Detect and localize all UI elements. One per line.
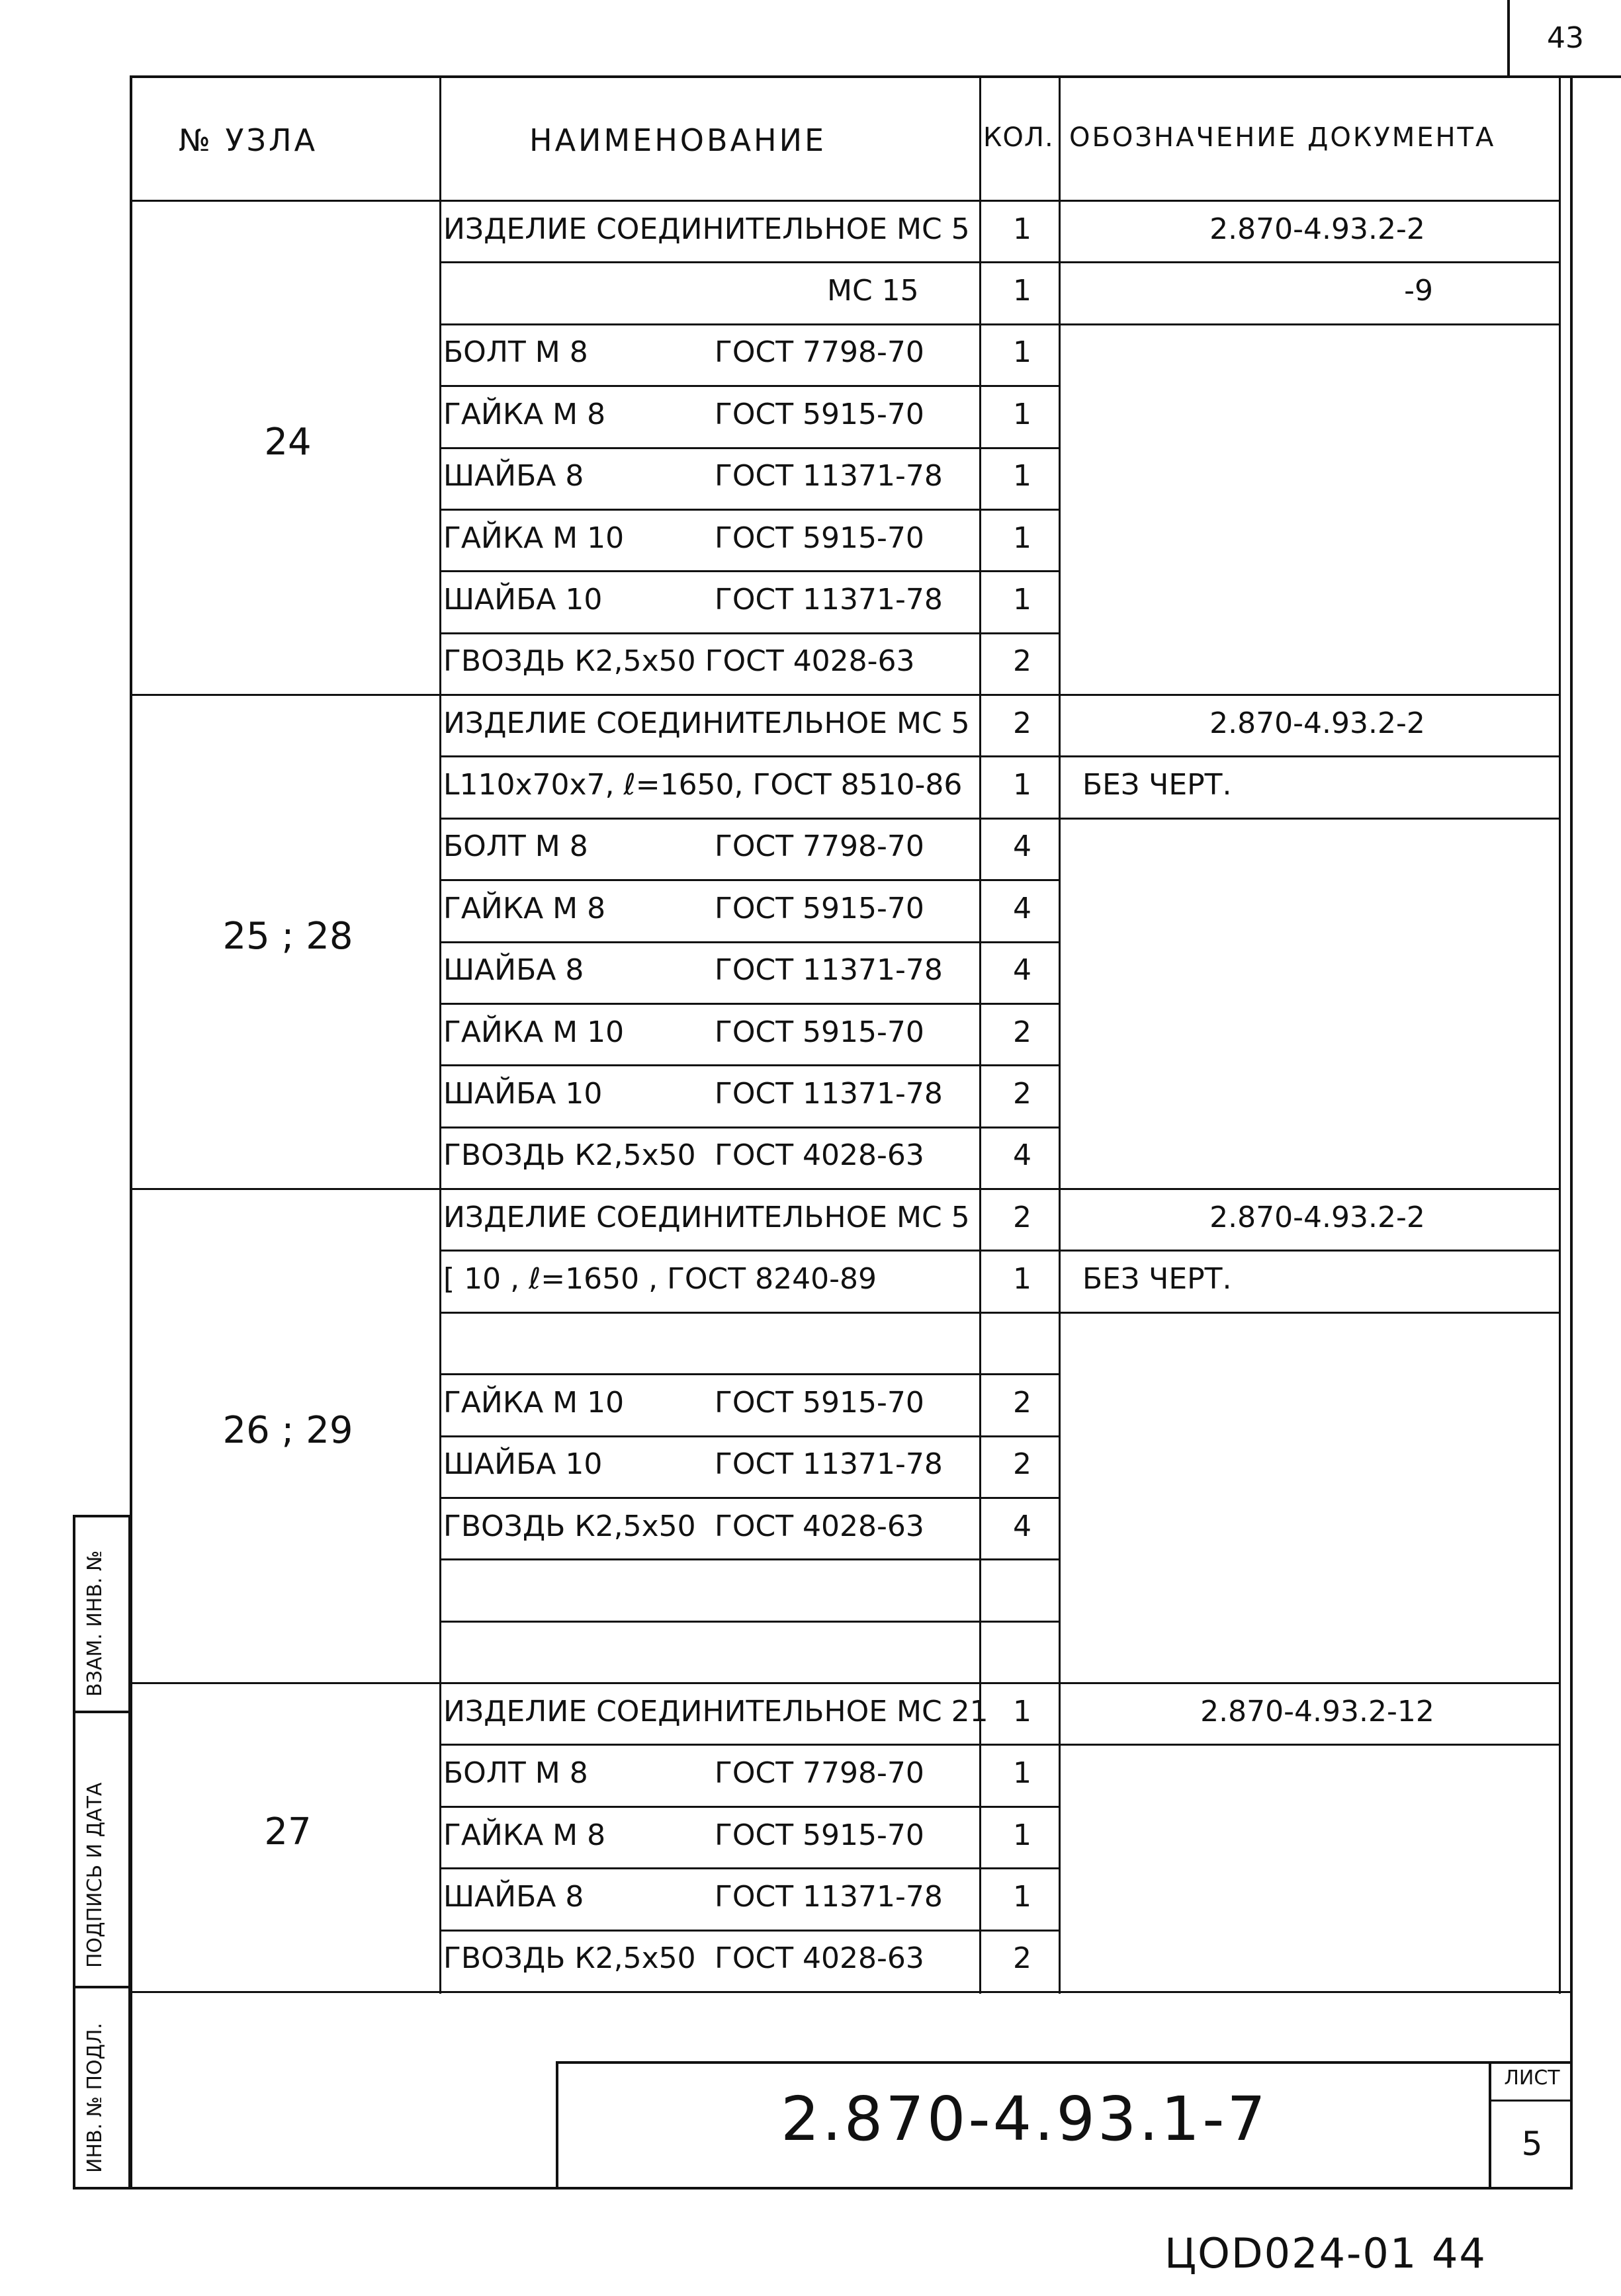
item-quantity: 2 [1013,1385,1031,1420]
row-separator [439,879,1059,881]
row-separator [439,1558,1059,1560]
item-standard: ГОСТ 11371-78 [715,1077,943,1111]
item-quantity: 4 [1013,891,1031,925]
row-separator [439,1621,1059,1623]
item-quantity: 2 [1013,1447,1031,1482]
row-separator [439,570,1059,572]
item-quantity: 4 [1013,953,1031,988]
side-label-inv: ИНВ. № ПОДЛ. [83,2022,107,2173]
row-separator [439,323,1559,325]
item-quantity: 1 [1013,1262,1031,1297]
item-name: ИЗДЕЛИЕ СОЕДИНИТЕЛЬНОЕ МС 5 [443,212,970,246]
item-name: ГАЙКА М 10 ГОСТ 5915-70 [443,1385,924,1420]
row-separator [439,385,1059,387]
item-name: ГВОЗДЬ К2,5х50 ГОСТ 4028-63 [443,644,915,679]
row-separator [439,447,1059,449]
item-quantity: 1 [1013,212,1031,246]
item-name: ГАЙКА М 8 ГОСТ 5915-70 [443,1818,924,1852]
row-separator [439,1744,1559,1746]
item-quantity: 1 [1013,1694,1031,1728]
item-name: ГАЙКА М 10 ГОСТ 5915-70 [443,521,924,555]
row-separator [439,1497,1059,1499]
item-standard: ГОСТ 5915-70 [715,1385,924,1420]
item-name: ИЗДЕЛИЕ СОЕДИНИТЕЛЬНОЕ МС 5 [443,1200,970,1234]
row-separator [439,1435,1059,1437]
sheet-corner-number: 43 [1507,0,1621,78]
item-name: ГВОЗДЬ К2,5х50 ГОСТ 4028-63 [443,1509,924,1543]
header-doc: ОБОЗНАЧЕНИЕ ДОКУМЕНТА [1069,122,1496,153]
sheet-box-separator [1491,2100,1573,2102]
item-name: ГВОЗДЬ К2,5х50 ГОСТ 4028-63 [443,1138,924,1173]
item-standard: ГОСТ 5915-70 [715,891,924,925]
item-standard: ГОСТ 4028-63 [715,1138,924,1173]
item-standard: ГОСТ 11371-78 [715,1447,943,1482]
item-name: ШАЙБА 8 ГОСТ 11371-78 [443,1879,943,1914]
item-name: ГАЙКА М 8 ГОСТ 5915-70 [443,891,924,925]
item-document: 2.870-4.93.2-2 [1209,212,1425,246]
item-document: БЕЗ ЧЕРТ. [1082,768,1232,802]
item-standard: ГОСТ 4028-63 [715,1509,924,1543]
item-quantity: 1 [1013,274,1031,308]
item-standard: ГОСТ 7798-70 [715,1756,924,1791]
node-number: 27 [264,1810,312,1853]
item-quantity: 1 [1013,521,1031,555]
sheet-label: ЛИСТ [1504,2066,1560,2090]
col-sep-qty [1059,75,1061,1994]
group-separator [130,1188,1559,1190]
item-document: 2.870-4.93.2-2 [1209,706,1425,740]
row-separator [439,1127,1059,1128]
row-separator [439,755,1559,757]
item-quantity: 1 [1013,1879,1031,1914]
item-standard: ГОСТ 11371-78 [715,953,943,988]
item-name: ШАЙБА 10 ГОСТ 11371-78 [443,1077,943,1111]
item-document: -9 [1404,274,1433,308]
sheet-box [1489,2061,1573,2190]
item-quantity: 4 [1013,1138,1031,1173]
row-separator [439,1003,1059,1005]
header-qty: КОЛ. [983,122,1054,153]
item-quantity: 2 [1013,706,1031,740]
row-separator [439,1064,1059,1066]
col-sep-node [439,75,441,1994]
item-quantity: 4 [1013,829,1031,864]
node-number: 25 ; 28 [222,914,353,958]
row-separator [439,1312,1559,1314]
row-separator [439,261,1559,263]
group-separator [130,694,1559,696]
item-name: ШАЙБА 10 ГОСТ 11371-78 [443,582,943,617]
row-separator [439,818,1559,820]
header-bottom-line [130,200,1559,202]
row-separator [439,1930,1059,1932]
row-separator [439,1250,1559,1252]
item-standard: ГОСТ 7798-70 [715,335,924,370]
item-standard: ГОСТ 11371-78 [715,1879,943,1914]
drawing-code: 2.870-4.93.1-7 [781,2084,1268,2154]
item-name: ШАЙБА 10 ГОСТ 11371-78 [443,1447,943,1482]
sheet-number: 5 [1521,2125,1543,2163]
item-quantity: 1 [1013,1756,1031,1791]
item-quantity: 4 [1013,1509,1031,1543]
item-quantity: 1 [1013,582,1031,617]
side-label-podpis: ПОДПИСЬ И ДАТА [83,1782,107,1968]
item-standard: ГОСТ 5915-70 [715,1015,924,1049]
item-standard: ГОСТ 5915-70 [715,1818,924,1852]
item-quantity: 2 [1013,644,1031,679]
node-number: 26 ; 29 [222,1408,353,1452]
item-name: L110х70х7, ℓ=1650, ГОСТ 8510-86 [443,768,963,802]
row-separator [439,941,1059,943]
item-standard: ГОСТ 11371-78 [715,459,943,493]
table-bottom-line [130,1991,1573,1993]
item-name: ИЗДЕЛИЕ СОЕДИНИТЕЛЬНОЕ МС 21 [443,1694,988,1728]
item-name: БОЛТ М 8 ГОСТ 7798-70 [443,335,924,370]
row-separator [439,1373,1059,1375]
item-quantity: 2 [1013,1941,1031,1976]
node-number: 24 [264,420,312,464]
item-document: БЕЗ ЧЕРТ. [1082,1262,1232,1297]
item-quantity: 1 [1013,397,1031,431]
item-quantity: 2 [1013,1015,1031,1049]
item-standard: ГОСТ 7798-70 [715,829,924,864]
item-standard: ГОСТ 11371-78 [715,582,943,617]
item-document: 2.870-4.93.2-2 [1209,1200,1425,1234]
item-quantity: 2 [1013,1077,1031,1111]
item-name: ГАЙКА М 10 ГОСТ 5915-70 [443,1015,924,1049]
archive-number: ЦОD024-01 44 [1164,2229,1487,2277]
item-quantity: 1 [1013,335,1031,370]
item-name: БОЛТ М 8 ГОСТ 7798-70 [443,1756,924,1791]
item-quantity: 1 [1013,1818,1031,1852]
header-node: № УЗЛА [179,122,318,158]
row-separator [439,1806,1059,1808]
item-standard: МС 15 [827,274,919,308]
item-quantity: 1 [1013,768,1031,802]
item-document: 2.870-4.93.2-12 [1200,1694,1434,1728]
item-standard: ГОСТ 4028-63 [715,1941,924,1976]
item-standard: ГОСТ 5915-70 [715,397,924,431]
group-separator [130,1682,1559,1684]
item-name: ШАЙБА 8 ГОСТ 11371-78 [443,953,943,988]
item-name: ГАЙКА М 8 ГОСТ 5915-70 [443,397,924,431]
header-name: НАИМЕНОВАНИЕ [529,122,827,158]
item-standard: ГОСТ 5915-70 [715,521,924,555]
item-quantity: 1 [1013,459,1031,493]
row-separator [439,632,1059,634]
item-name: ГВОЗДЬ К2,5х50 ГОСТ 4028-63 [443,1941,924,1976]
item-name: ШАЙБА 8 ГОСТ 11371-78 [443,459,943,493]
item-quantity: 2 [1013,1200,1031,1234]
row-separator [439,1867,1059,1869]
side-label-vzam: ВЗАМ. ИНВ. № [83,1550,107,1697]
drawing-frame [130,75,1573,2190]
row-separator [439,509,1059,511]
item-name: БОЛТ М 8 ГОСТ 7798-70 [443,829,924,864]
item-name: [ 10 , ℓ=1650 , ГОСТ 8240-89 [443,1262,877,1297]
item-name: ИЗДЕЛИЕ СОЕДИНИТЕЛЬНОЕ МС 5 [443,706,970,740]
